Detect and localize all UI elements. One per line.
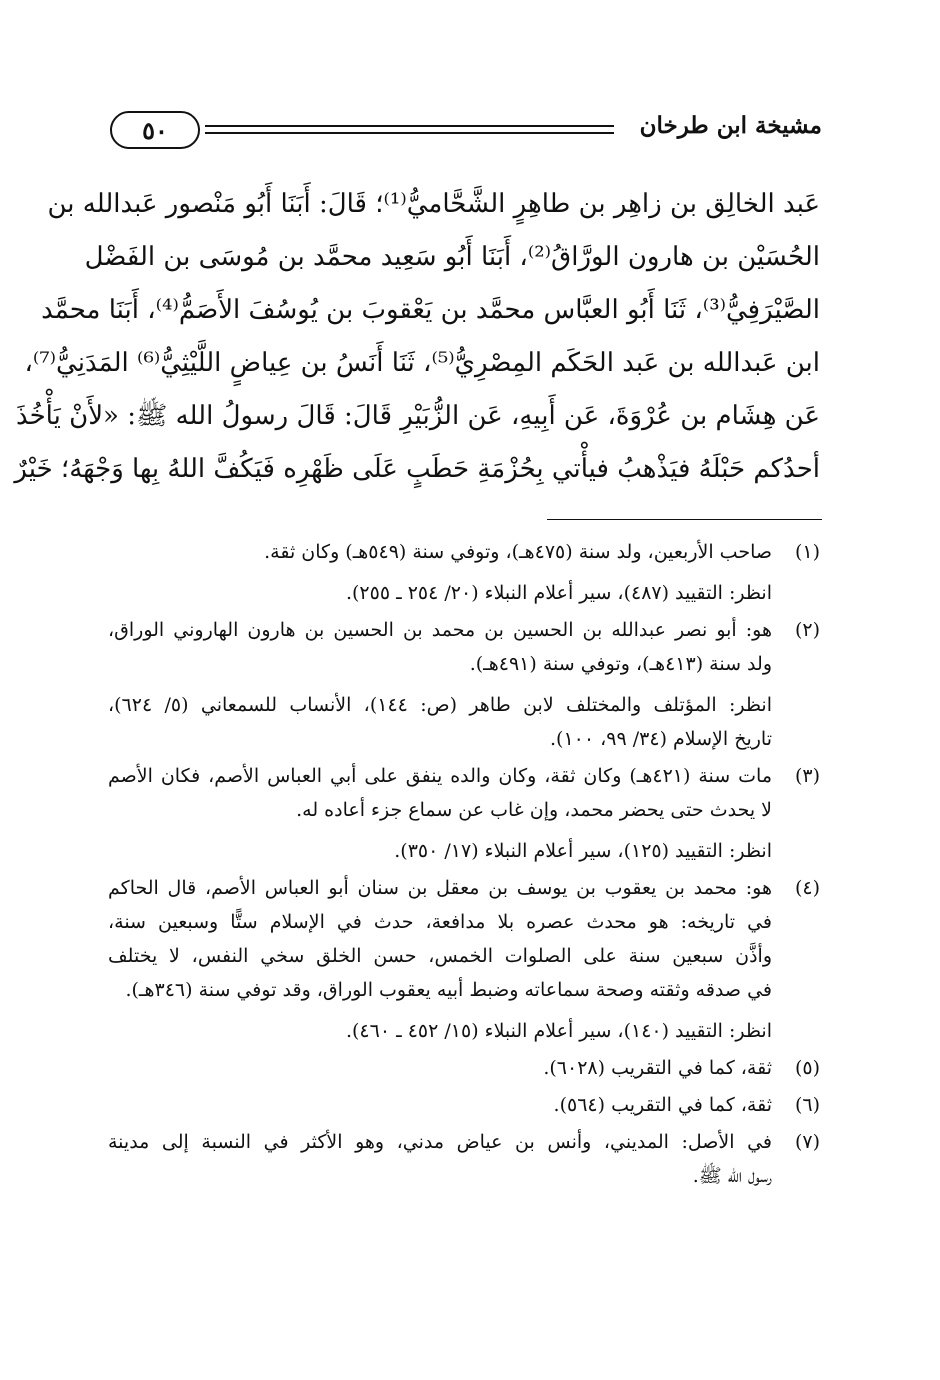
- footnote-number: (٦): [794, 1094, 820, 1116]
- footnote-line: وأذَّن سبعين سنة على الصلوات الخمس، حسن الخلق سخي النفس، لا يختلف: [108, 945, 772, 967]
- footnote-body: [108, 1125, 772, 1193]
- footnote-body: [108, 535, 772, 610]
- main-text-line: عَن هِشَام بن عُرْوَةَ، عَن أَبِيهِ، عَن الزُّبَيْرِ قَالَ: قَالَ رسولُ الله ﷺ: «لأَنْ يَأْخُذَ: [15, 401, 820, 431]
- footnotes: [108, 535, 820, 1193]
- footnote-number: (١): [794, 541, 820, 563]
- main-text-line: عَبد الخالِق بن زاهِر بن طاهِرٍ الشَّحَّاميُّ⁽¹⁾؛ قَالَ: أَبَنَا أَبُو مَنْصور عَبدالله بن: [47, 189, 820, 219]
- footnote-2: [108, 613, 820, 756]
- running-title: مشيخة ابن طرخان: [639, 112, 822, 139]
- footnote-line: في تاريخه: هو محدث عصره بلا مدافعة، حدث في الإسلام ستًّا وسبعين سنة،: [108, 911, 772, 933]
- footnote-1: [108, 535, 820, 610]
- footnote-3: [108, 759, 820, 868]
- footnote-line: ولد سنة (٤١٣هـ)، وتوفي سنة (٤٩١هـ).: [469, 653, 772, 675]
- footnote-7: [108, 1125, 820, 1193]
- footnote-line: في الأصل: المديني، وأنس بن عياض مدني، وهو الأكثر في النسبة إلى مدينة: [108, 1131, 772, 1153]
- footnote-line: انظر: المؤتلف والمختلف لابن طاهر (ص: ١٤٤)، الأنساب للسمعاني (٥/ ٦٢٤)،: [108, 694, 772, 716]
- footnote-body: [108, 613, 772, 756]
- footnote-line: رسول الله ﷺ.: [692, 1165, 772, 1187]
- main-text-line: ابن عَبدالله بن عَبد الحَكَم المِصْرِيُّ⁽⁵⁾، ثَنَا أَنَسُ بن عِياضٍ اللَّيْثِيُّ⁽⁶⁾ المَدَنِيُّ⁽⁷⁾،: [24, 348, 820, 378]
- footnote-line: هو: أبو نصر عبدالله بن الحسين بن محمد بن الحسين بن هارون الهاروني الوراق،: [108, 619, 772, 641]
- footnote-6: [108, 1088, 820, 1122]
- main-text-line: الصَّيْرَفِيُّ⁽³⁾، ثَنَا أَبُو العبَّاس محمَّد بن يَعْقوبَ بن يُوسُفَ الأَصَمُّ⁽⁴⁾، أَبَنَا محمَّد: [41, 295, 820, 325]
- footnote-line: ثقة، كما في التقريب (٥٦٤).: [553, 1094, 772, 1116]
- footnote-line: في صدقه وثقته وصحة سماعاته وضبط أبيه يعقوب الوراق، وقد توفي سنة (٣٤٦هـ).: [125, 979, 772, 1001]
- header-rule: [205, 125, 614, 134]
- main-text: [14, 178, 820, 496]
- footnote-number: (٥): [794, 1057, 820, 1079]
- footnote-number: (٤): [794, 877, 820, 899]
- footnote-line: مات سنة (٤٢١هـ) وكان ثقة، وكان والده ينفق على أبي العباس الأصم، فكان الأصم: [108, 765, 773, 787]
- footnote-4: [108, 871, 820, 1048]
- footnote-line: انظر: التقييد (١٢٥)، سير أعلام النبلاء (١٧/ ٣٥٠).: [394, 840, 772, 862]
- footnote-line: ثقة، كما في التقريب (٦٠٢٨).: [543, 1057, 772, 1079]
- footnote-line: انظر: التقييد (٤٨٧)، سير أعلام النبلاء (٢٠/ ٢٥٤ ـ ٢٥٥).: [345, 582, 772, 604]
- footnote-body: [108, 871, 772, 1048]
- footnote-line: صاحب الأربعين، ولد سنة (٤٧٥هـ)، وتوفي سنة (٥٤٩هـ) وكان ثقة.: [264, 541, 772, 563]
- page-number: ٥٠: [142, 115, 168, 145]
- footnote-line: هو: محمد بن يعقوب بن يوسف بن معقل بن سنان أبو العباس الأصم، قال الحاكم: [108, 877, 772, 899]
- footnote-body: [108, 759, 772, 868]
- footnote-line: لا يحدث حتى يحضر محمد، وإن غاب عن سماع جزء أعاده له.: [296, 799, 772, 821]
- footnote-line: انظر: التقييد (١٤٠)، سير أعلام النبلاء (١٥/ ٤٥٢ ـ ٤٦٠).: [345, 1020, 772, 1042]
- page-header: [110, 108, 822, 158]
- page-number-badge: [110, 111, 200, 149]
- footnote-line: تاريخ الإسلام (٣٤/ ٩٩، ١٠٠).: [550, 728, 772, 750]
- footnote-5: [108, 1051, 820, 1085]
- main-text-line: الحُسَيْن بن هارون الورَّاقُ⁽²⁾، أَبَنَا أَبُو سَعِيد محمَّد بن مُوسَى بن الفَضْل: [84, 242, 820, 272]
- footnote-number: (٧): [794, 1131, 820, 1153]
- main-text-line: أحدُكم حَبْلَهُ فيَذْهبُ فيأْتي بِحُزْمَةِ حَطَبٍ عَلَى ظَهْرِه فَيَكُفَّ اللهُ بِها وَجْهَهُ؛ خَيْرٌ: [14, 454, 820, 484]
- footnote-body: [108, 1051, 772, 1085]
- footnote-separator: [547, 519, 822, 520]
- footnote-number: (٢): [794, 619, 820, 641]
- footnote-number: (٣): [794, 765, 820, 787]
- footnote-body: [108, 1088, 772, 1122]
